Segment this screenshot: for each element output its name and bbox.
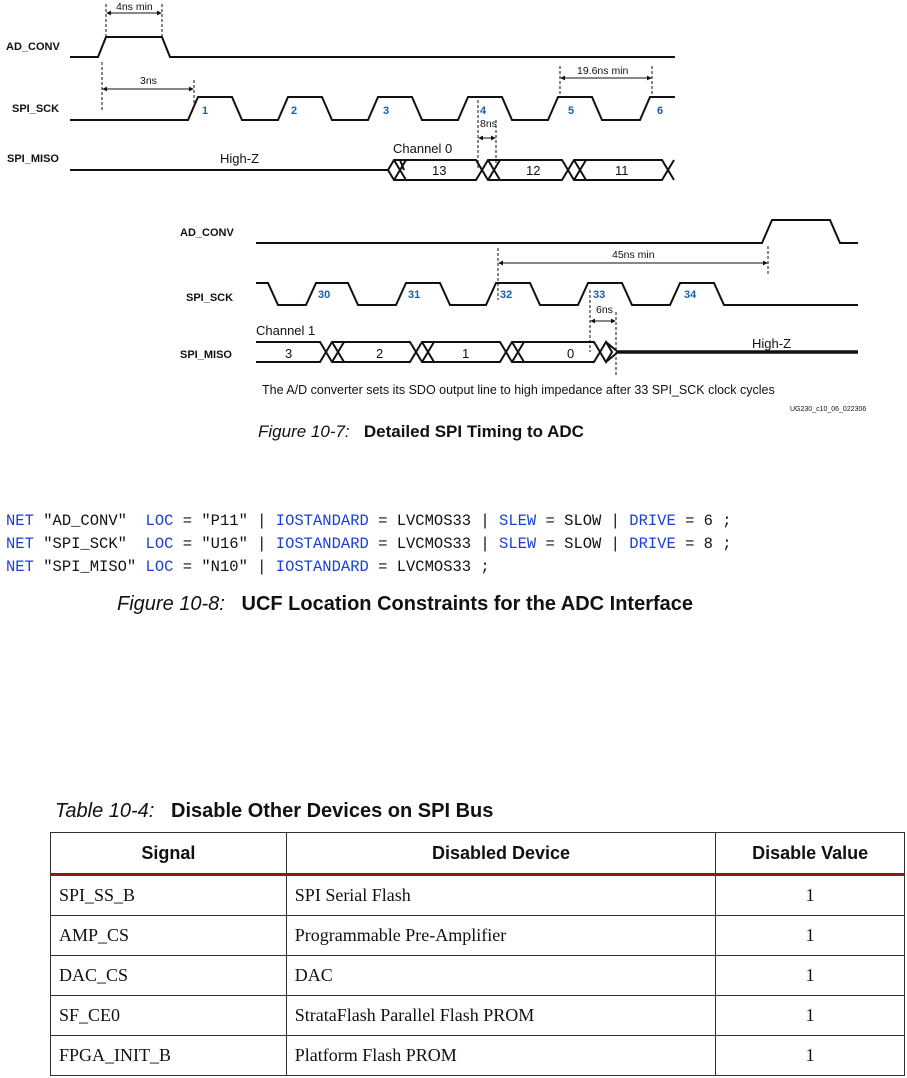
top-3ns-label: 3ns [140, 75, 157, 87]
top-clock-4: 4 [480, 105, 487, 117]
top-adconv-label: AD_CONV [6, 41, 60, 53]
bot-note: The A/D converter sets its SDO output line to high impedance after 33 SPI_SCK clock cycles [262, 383, 775, 397]
bot-channel-label: Channel 1 [256, 323, 316, 338]
figure-10-8-title: UCF Location Constraints for the ADC Interface [241, 593, 694, 615]
bot-bit-1: 1 [462, 346, 470, 361]
cell-value: 1 [716, 916, 905, 956]
cell-device: SPI Serial Flash [286, 875, 715, 916]
cell-device: DAC [286, 956, 715, 996]
header-signal: Signal [51, 833, 287, 875]
table-row [51, 916, 905, 956]
cell-value: 1 [716, 875, 905, 916]
table-row [51, 875, 905, 916]
bot-spisck-wave [256, 283, 858, 305]
bot-clock-30: 30 [318, 289, 331, 301]
table-10-4-label: Table 10-4: [55, 800, 155, 822]
header-disabled-device: Disabled Device [286, 833, 715, 875]
top-4ns-label: 4ns min [116, 1, 153, 13]
bot-clock-34: 34 [684, 289, 697, 301]
table-row [51, 1036, 905, 1076]
top-spisck-label: SPI_SCK [12, 103, 60, 115]
ucf-line-1: NET "AD_CONV" LOC = "P11" | IOSTANDARD = LVCMOS33 | SLEW = SLOW | DRIVE = 6 ; [6, 512, 732, 530]
bot-spisck-label: SPI_SCK [186, 292, 234, 304]
table-10-4-title: Disable Other Devices on SPI Bus [171, 800, 494, 822]
figure-10-7-title: Detailed SPI Timing to ADC [363, 422, 584, 441]
cell-device: StrataFlash Parallel Flash PROM [286, 996, 715, 1036]
cell-device: Platform Flash PROM [286, 1036, 715, 1076]
top-clock-2: 2 [291, 105, 298, 117]
cell-value: 1 [716, 996, 905, 1036]
top-adconv-wave [70, 37, 675, 57]
bot-bit-3: 3 [285, 346, 293, 361]
cell-value: 1 [716, 1036, 905, 1076]
bot-bit-0: 0 [567, 346, 575, 361]
table-row [51, 956, 905, 996]
table-header-row [51, 833, 905, 875]
header-disable-value: Disable Value [716, 833, 905, 875]
top-spimiso-wave [70, 160, 674, 180]
ucf-line-3: NET "SPI_MISO" LOC = "N10" | IOSTANDARD = LVCMOS33 ; [6, 558, 490, 576]
ucf-line-2: NET "SPI_SCK" LOC = "U16" | IOSTANDARD = LVCMOS33 | SLEW = SLOW | DRIVE = 8 ; [6, 535, 732, 553]
cell-signal: DAC_CS [51, 956, 287, 996]
cell-value: 1 [716, 956, 905, 996]
top-spimiso-label: SPI_MISO [7, 153, 59, 165]
bot-annot-lines [498, 246, 768, 375]
top-clock-6: 6 [657, 105, 664, 117]
figure-10-7-label: Figure 10-7: [258, 422, 350, 441]
figure-10-8-caption [117, 593, 693, 616]
cell-signal: AMP_CS [51, 916, 287, 956]
top-clock-1: 1 [202, 105, 209, 117]
figure-10-8-label: Figure 10-8: [117, 593, 225, 615]
bot-adconv-wave [256, 220, 858, 243]
table-row [51, 996, 905, 1036]
top-annot-lines [102, 4, 652, 170]
bot-adconv-label: AD_CONV [180, 227, 234, 239]
cell-device: Programmable Pre-Amplifier [286, 916, 715, 956]
figure-10-7-caption [258, 422, 584, 442]
bot-figure-id: UG230_c10_06_022306 [790, 406, 867, 413]
bot-highz-label: High-Z [752, 336, 792, 351]
disable-devices-table [50, 832, 905, 1076]
top-clock-3: 3 [383, 105, 390, 117]
top-highz-label: High-Z [220, 151, 260, 166]
bot-bit-2: 2 [376, 346, 384, 361]
top-19ns-label: 19.6ns min [577, 65, 629, 77]
top-spisck-wave [70, 97, 675, 120]
cell-signal: FPGA_INIT_B [51, 1036, 287, 1076]
bot-6ns-label: 6ns [596, 304, 613, 316]
bot-clock-32: 32 [500, 289, 513, 301]
bot-clock-31: 31 [408, 289, 421, 301]
bot-clock-33: 33 [593, 289, 606, 301]
top-clock-5: 5 [568, 105, 575, 117]
table-10-4-caption [55, 800, 493, 823]
bot-spimiso-label: SPI_MISO [180, 349, 232, 361]
bot-45ns-label: 45ns min [612, 249, 655, 261]
cell-signal: SPI_SS_B [51, 875, 287, 916]
spi-timing-diagram [0, 0, 907, 420]
top-bit-11: 11 [615, 163, 629, 178]
top-bit-13: 13 [432, 163, 447, 178]
bot-spimiso-wave [256, 342, 618, 362]
top-channel-label: Channel 0 [393, 141, 453, 156]
top-bit-12: 12 [526, 163, 541, 178]
top-8ns-label: 8ns [480, 118, 497, 130]
cell-signal: SF_CE0 [51, 996, 287, 1036]
